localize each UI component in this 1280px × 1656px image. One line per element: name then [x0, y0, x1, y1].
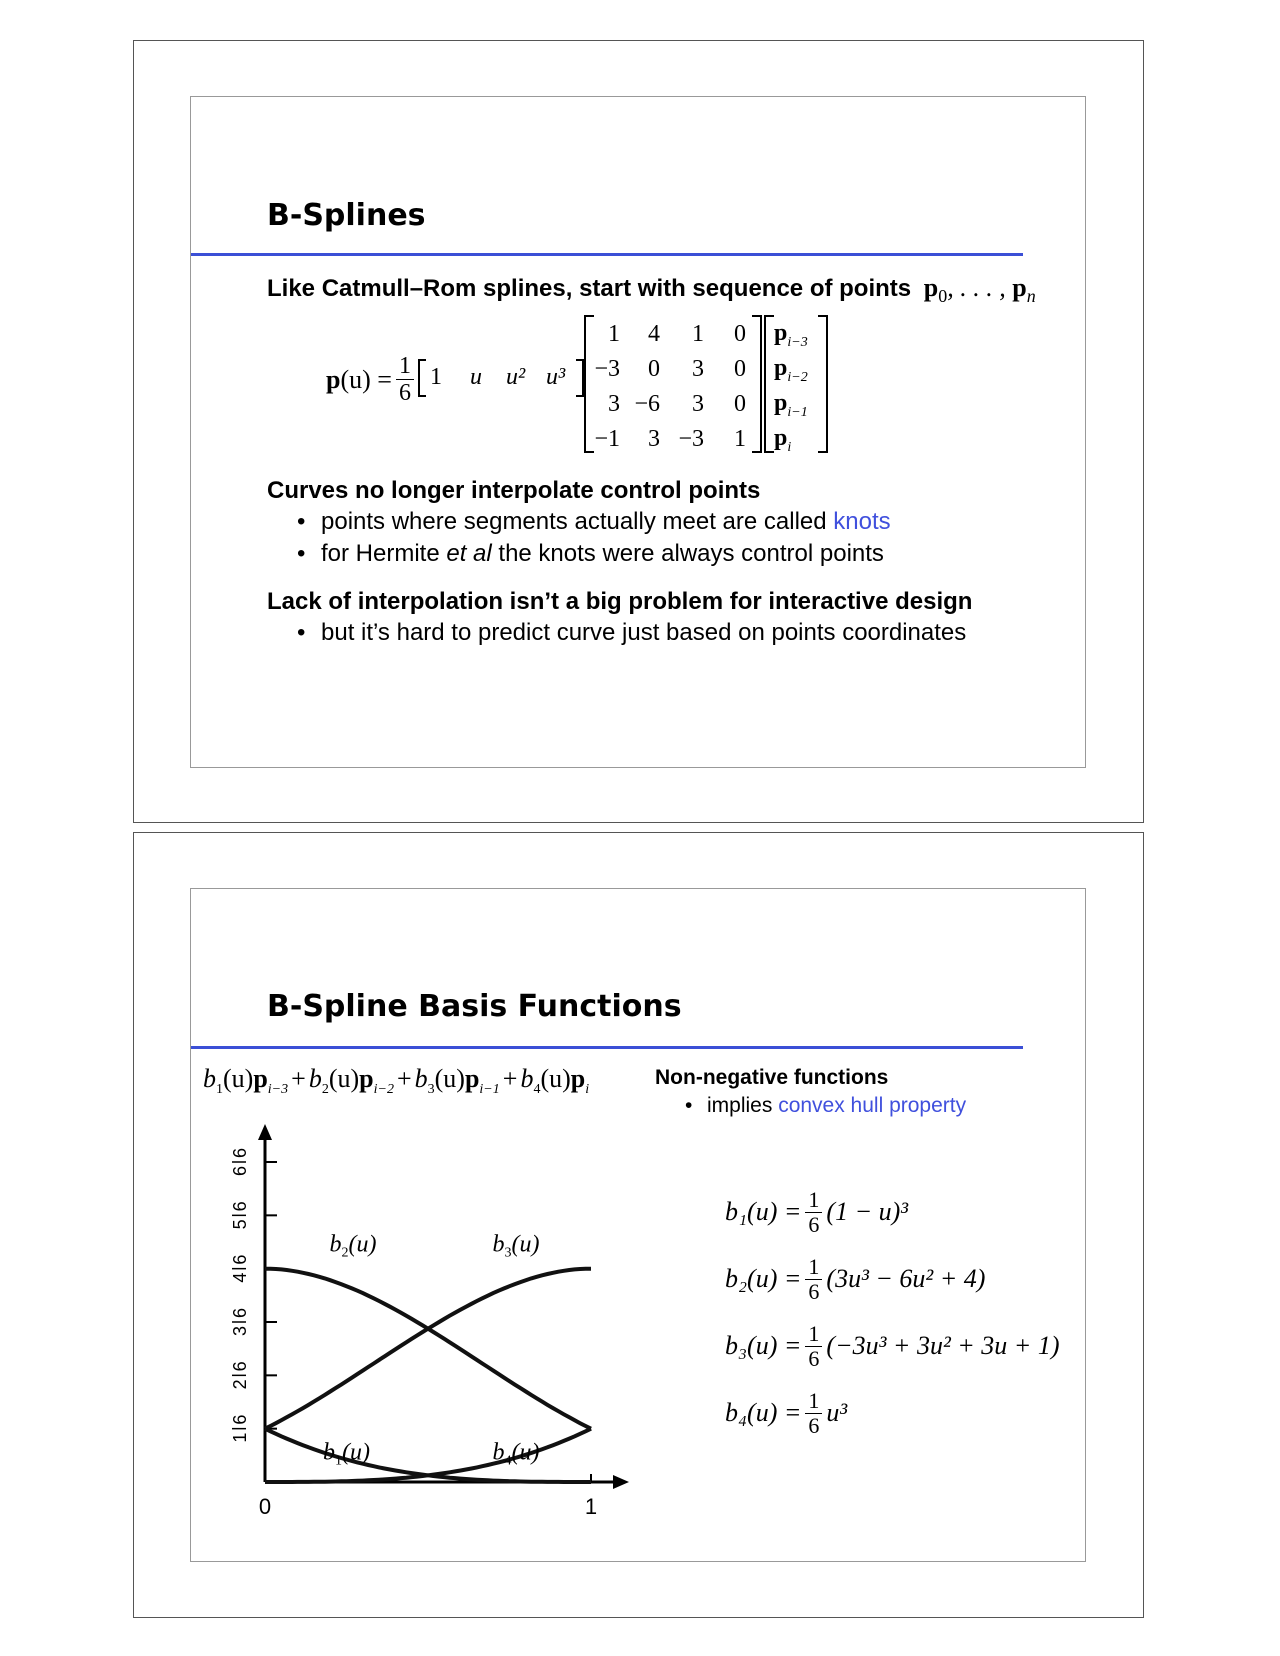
- formula-rhs: (−3u³ + 3u² + 3u + 1): [826, 1331, 1060, 1360]
- formula-frac: [805, 1188, 822, 1237]
- term-n: 4: [533, 1082, 541, 1098]
- y-tick-den: 6: [230, 1147, 250, 1159]
- intro-text: Like Catmull–Rom splines, start with sequence of points: [267, 275, 912, 302]
- pv-base: p: [774, 355, 788, 381]
- pv-sub: i: [787, 439, 792, 455]
- bullet-dot: •: [297, 508, 306, 535]
- y-tick-den: 6: [230, 1414, 250, 1425]
- term-b: b: [203, 1064, 216, 1093]
- knots-link[interactable]: knots: [833, 508, 891, 535]
- y-tick-num: 6: [230, 1165, 250, 1177]
- y-axis-arrow: [258, 1124, 272, 1140]
- formula-rhs: (3u³ − 6u² + 4): [826, 1264, 986, 1293]
- formula-rhs: u³: [826, 1398, 848, 1427]
- formula-frac: [805, 1389, 822, 1438]
- matrix-cell-1-0: −3: [594, 356, 620, 382]
- heading-nonnegative: Non-negative functions: [655, 1066, 889, 1089]
- sum-term-1: [203, 1064, 289, 1098]
- x-tick-label: 0: [258, 1494, 272, 1519]
- bullet-dot: •: [685, 1094, 693, 1117]
- point-vector: [764, 315, 828, 453]
- rv-3: u³: [546, 364, 566, 390]
- formula-den: 6: [808, 1278, 820, 1304]
- term-n: 2: [321, 1082, 329, 1098]
- x-axis-arrow: [613, 1475, 629, 1489]
- pv-base: p: [774, 390, 788, 416]
- rv-1: u: [470, 364, 482, 390]
- point-vector-cell-1: [774, 355, 808, 386]
- term-b: b: [308, 1064, 322, 1093]
- sum-term-4: [520, 1064, 590, 1098]
- pv-base: p: [774, 425, 788, 451]
- matrix-cell-3-1: 3: [648, 426, 660, 452]
- formula-num: 1: [805, 1389, 822, 1414]
- math-p0: p: [923, 273, 939, 302]
- slide-title: B-Spline Basis Functions: [267, 989, 682, 1024]
- point-vector-cell-3: [774, 425, 791, 456]
- formula-frac: [805, 1322, 822, 1371]
- y-tick-num: 3: [230, 1325, 250, 1337]
- sum-term-2: [308, 1064, 394, 1098]
- math-sep: , . . . ,: [947, 273, 1013, 302]
- y-tick-label: [230, 1415, 250, 1443]
- y-tick-label: [230, 1361, 250, 1389]
- term-sub: i: [585, 1082, 590, 1098]
- rv-0: 1: [430, 364, 442, 390]
- bullet-hermite-post: the knots were always control points: [491, 540, 884, 567]
- y-tick-num: 5: [230, 1219, 250, 1230]
- matrix-cell-2-3: 0: [734, 391, 746, 417]
- basis-function-chart: [211, 1119, 631, 1539]
- math-sub0: 0: [938, 286, 948, 307]
- term-b: b: [520, 1064, 534, 1093]
- y-tick-den: 6: [230, 1361, 250, 1372]
- formula-b4: [725, 1385, 847, 1441]
- term-u: (u): [223, 1064, 254, 1093]
- page-2: [133, 832, 1144, 1618]
- point-vector-cell-0: [774, 320, 808, 351]
- term-sub: i−1: [479, 1082, 500, 1098]
- matrix-cell-2-0: 3: [608, 391, 620, 417]
- matrix-cell-0-3: 0: [734, 321, 746, 347]
- slide-basis-functions: [190, 888, 1086, 1562]
- formula-den: 6: [808, 1412, 820, 1438]
- term-p: p: [359, 1064, 374, 1093]
- sum-term-3: [414, 1064, 500, 1098]
- y-tick-label: [230, 1201, 250, 1229]
- term-u: (u): [540, 1064, 571, 1093]
- y-tick-den: 6: [230, 1254, 250, 1265]
- eq-frac-num: 1: [396, 353, 414, 380]
- curve-b4: [265, 1429, 591, 1482]
- bullet-convex-hull: [685, 1094, 966, 1118]
- bullet-dot: •: [297, 540, 306, 567]
- curve-b3: [265, 1269, 591, 1429]
- bullet-hermite: [297, 540, 884, 568]
- term-p: p: [570, 1064, 586, 1093]
- eq-lhs-rest: (u) =: [340, 365, 392, 394]
- y-tick-label: [230, 1308, 250, 1336]
- eq-frac-den: 6: [399, 380, 411, 406]
- y-tick-num: 2: [230, 1379, 250, 1390]
- bullet-convex-pre: implies: [707, 1094, 779, 1117]
- convex-hull-link[interactable]: convex hull property: [778, 1094, 967, 1117]
- bullet-knots-text: points where segments actually meet are called: [321, 508, 834, 535]
- slide-b-splines: [190, 96, 1086, 768]
- matrix-4x4: [584, 315, 762, 453]
- y-tick-num: 4: [230, 1272, 250, 1283]
- matrix-cell-1-1: 0: [648, 356, 660, 382]
- bullet-dot: •: [297, 619, 306, 646]
- intro-line: [267, 273, 1036, 307]
- term-n: 3: [427, 1082, 435, 1098]
- pv-sub: i−2: [787, 369, 808, 385]
- rv-2: u²: [506, 364, 526, 390]
- matrix-cell-2-2: 3: [692, 391, 704, 417]
- bullet-predict: [297, 619, 966, 647]
- formula-lhs: b₂(u) =: [725, 1264, 802, 1293]
- formula-lhs: b₁(u) =: [725, 1197, 802, 1226]
- matrix-cell-0-2: 1: [692, 321, 704, 347]
- x-tick-label: 1: [584, 1494, 598, 1519]
- curve-label-b1: $b_1(u)$: [323, 1439, 370, 1469]
- heading-lack-interpolation: Lack of interpolation isn’t a big problem for interactive design: [267, 588, 973, 615]
- matrix-cell-1-2: 3: [692, 356, 704, 382]
- curve-label-b3: $b_3(u)$: [492, 1231, 540, 1261]
- formula-lhs: b₄(u) =: [725, 1398, 802, 1427]
- basis-formulas: [725, 1184, 1065, 1464]
- matrix-cell-0-0: 1: [608, 321, 620, 347]
- math-pn: p: [1012, 273, 1027, 302]
- pv-base: p: [774, 320, 788, 346]
- curve-label-b2: $b_2(u)$: [329, 1231, 377, 1261]
- plus-sign: +: [502, 1064, 518, 1093]
- formula-lhs: b₃(u) =: [725, 1331, 802, 1360]
- basis-sum-expression: [203, 1064, 589, 1098]
- pv-sub: i−3: [787, 334, 808, 350]
- curve-label-b4: $b_4(u)$: [492, 1439, 540, 1469]
- bullet-knots: [297, 508, 891, 536]
- term-sub: i−2: [373, 1082, 394, 1098]
- intro-math: [923, 273, 1036, 307]
- y-tick-num: 1: [230, 1432, 250, 1443]
- y-tick-den: 6: [230, 1201, 250, 1212]
- matrix-equation: [326, 315, 846, 453]
- formula-num: 1: [805, 1255, 822, 1280]
- formula-rhs: (1 − u)³: [826, 1197, 909, 1226]
- term-sub: i−3: [267, 1082, 289, 1098]
- page-1: [133, 40, 1144, 823]
- eq-lhs: [326, 365, 392, 395]
- matrix-cell-3-0: −1: [594, 426, 620, 452]
- row-vector: [418, 359, 584, 397]
- title-underline: [191, 1046, 1023, 1049]
- term-u: (u): [434, 1064, 465, 1093]
- formula-den: 6: [808, 1345, 820, 1371]
- term-b: b: [414, 1064, 428, 1093]
- term-n: 1: [216, 1082, 223, 1098]
- formula-num: 1: [805, 1322, 822, 1347]
- plus-sign: +: [291, 1064, 306, 1093]
- formula-den: 6: [808, 1211, 820, 1237]
- eq-frac: [396, 353, 414, 406]
- bullet-hermite-pre: for Hermite: [321, 540, 447, 567]
- heading-interpolate: Curves no longer interpolate control points: [267, 477, 761, 504]
- term-u: (u): [328, 1064, 360, 1093]
- slide-title: B-Splines: [267, 198, 426, 233]
- term-p: p: [464, 1064, 480, 1093]
- matrix-cell-3-3: 1: [734, 426, 746, 452]
- y-tick-label: [230, 1148, 250, 1176]
- formula-num: 1: [805, 1188, 822, 1213]
- eq-lhs-p: p: [326, 365, 341, 394]
- bullet-hermite-em: et al: [446, 540, 492, 567]
- curve-b2: [265, 1269, 591, 1429]
- math-subn: n: [1026, 286, 1036, 307]
- matrix-cell-0-1: 4: [648, 321, 660, 347]
- formula-b2: [725, 1251, 985, 1307]
- formula-b1: [725, 1184, 908, 1240]
- matrix-cell-3-2: −3: [678, 426, 704, 452]
- plus-sign: +: [396, 1064, 412, 1093]
- formula-frac: [805, 1255, 822, 1304]
- point-vector-cell-2: [774, 390, 808, 421]
- y-tick-label: [230, 1255, 250, 1283]
- matrix-cell-1-3: 0: [734, 356, 746, 382]
- matrix-cell-2-1: −6: [634, 391, 660, 417]
- y-tick-den: 6: [230, 1307, 250, 1319]
- bullet-predict-text: but it’s hard to predict curve just based on points coordinates: [321, 619, 967, 646]
- term-p: p: [253, 1064, 268, 1093]
- title-underline: [191, 253, 1023, 256]
- formula-b3: [725, 1318, 1060, 1374]
- pv-sub: i−1: [787, 404, 808, 420]
